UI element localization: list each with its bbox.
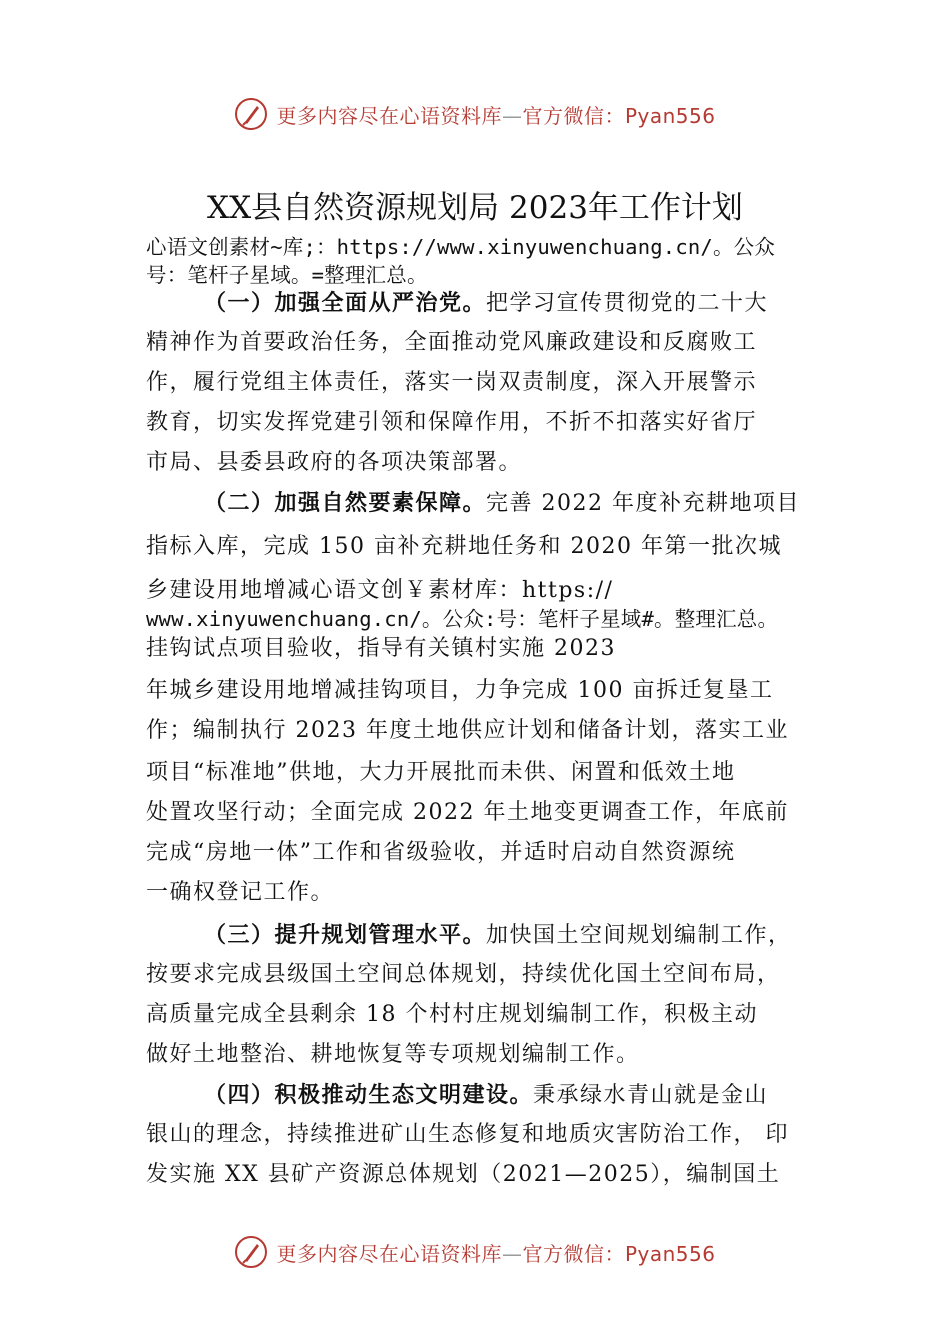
- document-title: XX县自然资源规划局 2023年工作计划: [207, 190, 743, 226]
- section-heading: （四）积极推动生态文明建设。: [204, 1082, 534, 1108]
- text-line: [146, 368, 757, 398]
- line-text: 市局、县委县政府的各项决策部署。: [146, 450, 523, 475]
- line-text: 完善 2022 年度补充耕地项目: [486, 491, 800, 516]
- watermark-text: 更多内容尽在心语资料库—官方微信：Pyan556: [276, 103, 716, 128]
- line-text: 秉承绿水青山就是金山: [533, 1083, 769, 1108]
- line-text: 做好土地整治、耕地恢复等专项规划编制工作。: [146, 1042, 640, 1067]
- line-text: 完成“房地一体”工作和省级验收，并适时启动自然资源统: [146, 840, 736, 865]
- line-text: 银山的理念，持续推进矿山生态修复和地质灾害防治工作， 印: [146, 1122, 789, 1147]
- text-line: [146, 532, 782, 562]
- text-line: [146, 716, 789, 746]
- line-text: 项目“标准地”供地，大力开展批而未供、闲置和低效土地: [146, 760, 736, 785]
- text-line: [146, 878, 334, 908]
- line-text: 把学习宣传贯彻党的二十大: [486, 291, 769, 316]
- text-line: [146, 1040, 640, 1070]
- line-text: 乡建设用地增减心语文创￥素材库：https://: [146, 578, 614, 603]
- text-line: [146, 758, 736, 788]
- text-line: [204, 920, 792, 951]
- line-text: www.xinyuwenchuang.cn/。公众:号：笔杆子星域#。整理汇总。: [146, 607, 779, 631]
- text-line: [146, 604, 778, 634]
- line-text: 发实施 XX 县矿产资源总体规划（2021—2025），编制国土: [146, 1162, 781, 1187]
- text-line: [146, 260, 428, 290]
- footer-watermark: [0, 1230, 950, 1274]
- line-text: 一确权登记工作。: [146, 880, 335, 905]
- text-line: [146, 448, 522, 478]
- line-text: 作；编制执行 2023 年度土地供应计划和储备计划，落实工业: [146, 718, 789, 743]
- header-watermark: [0, 92, 950, 136]
- line-text: 作，履行党组主体责任，落实一岗双责制度，深入开展警示: [146, 370, 758, 395]
- quill-pen-logo-icon: [234, 97, 268, 131]
- line-text: 心语文创素材~库;：https://www.xinyuwenchuang.cn/。公众: [146, 235, 776, 259]
- line-text: 精神作为首要政治任务，全面推动党风廉政建设和反腐败工: [146, 330, 758, 355]
- text-line: [146, 838, 736, 868]
- line-text: 指标入库，完成 150 亩补充耕地任务和 2020 年第一批次城: [146, 534, 782, 559]
- line-text: 高质量完成全县剩余 18 个村村庄规划编制工作，积极主动: [146, 1002, 758, 1027]
- text-line: [146, 798, 789, 828]
- section-heading: （二）加强自然要素保障。: [204, 490, 487, 516]
- text-line: [146, 634, 616, 664]
- text-line: [146, 328, 757, 358]
- text-line: [146, 1000, 758, 1030]
- text-line: [204, 288, 768, 319]
- line-text: 处置攻坚行动；全面完成 2022 年土地变更调查工作，年底前: [146, 800, 789, 825]
- text-line: [146, 676, 773, 706]
- text-line: [146, 232, 775, 262]
- section-heading: （三）提升规划管理水平。: [204, 922, 487, 948]
- line-text: 教育，切实发挥党建引领和保障作用，不折不扣落实好省厅: [146, 410, 758, 435]
- text-line: [146, 408, 757, 438]
- text-line: [204, 488, 800, 519]
- text-line: [146, 576, 613, 606]
- watermark-text: 更多内容尽在心语资料库—官方微信：Pyan556: [276, 1241, 716, 1266]
- line-text: 挂钩试点项目验收，指导有关镇村实施 2023: [146, 636, 616, 661]
- text-line: [146, 960, 781, 990]
- text-line: [146, 1160, 780, 1190]
- text-line: [204, 1080, 768, 1111]
- text-line: [146, 1120, 789, 1150]
- section-heading: （一）加强全面从严治党。: [204, 290, 487, 316]
- line-text: 按要求完成县级国土空间总体规划，持续优化国土空间布局，: [146, 962, 781, 987]
- line-text: 加快国土空间规划编制工作，: [486, 923, 792, 948]
- quill-pen-logo-icon: [234, 1235, 268, 1269]
- line-text: 号：笔杆子星域。=整理汇总。: [146, 263, 428, 287]
- line-text: 年城乡建设用地增减挂钩项目，力争完成 100 亩拆迁复垦工: [146, 678, 774, 703]
